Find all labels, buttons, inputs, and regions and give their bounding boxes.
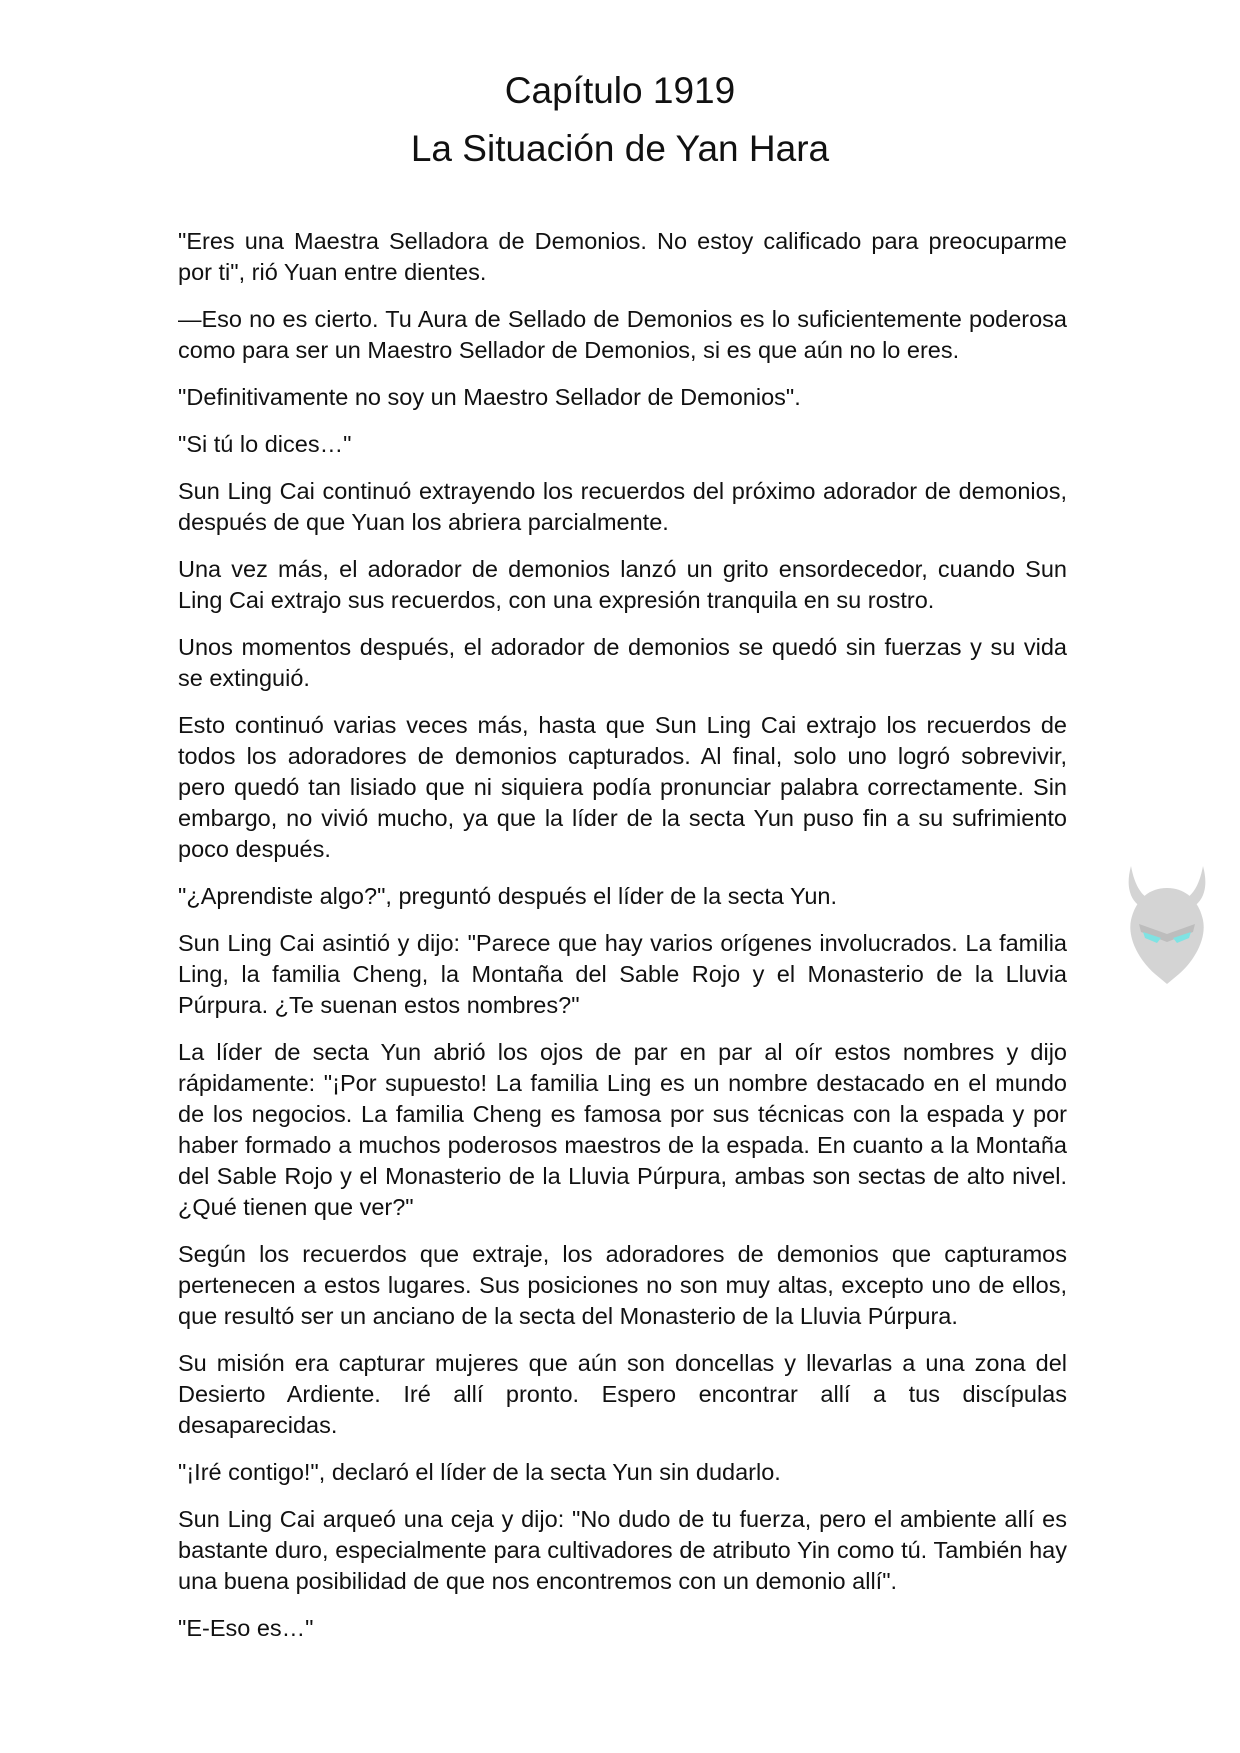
paragraph: Sun Ling Cai arqueó una ceja y dijo: "No dudo de tu fuerza, pero el ambiente allí es bastante duro, especialmente para cultivadores de atributo Yin como tú. También hay una buena posibilidad de que nos encontremos con un demonio allí".: [178, 1506, 1067, 1594]
paragraph: Sun Ling Cai asintió y dijo: "Parece que hay varios orígenes involucrados. La familia Ling, la familia Cheng, la Montaña del Sable Rojo y el Monasterio de la Lluvia Púrpura. ¿Te suenan estos nombres?": [178, 930, 1067, 1018]
paragraph: "¡Iré contigo!", declaró el líder de la secta Yun sin dudarlo.: [178, 1459, 781, 1485]
paragraph: "E-Eso es…": [178, 1615, 314, 1641]
paragraph: —Eso no es cierto. Tu Aura de Sellado de Demonios es lo suficientemente poderosa como para ser un Maestro Sellador de Demonios, si es que aún no lo eres.: [178, 306, 1067, 363]
paragraph: "Definitivamente no soy un Maestro Sellador de Demonios".: [178, 384, 801, 410]
paragraph: "Si tú lo dices…": [178, 431, 352, 457]
paragraph: Según los recuerdos que extraje, los adoradores de demonios que capturamos pertenecen a estos lugares. Sus posiciones no son muy altas, excepto uno de ellos, que resultó ser un anciano de la secta del Monasterio de la Lluvia Púrpura.: [178, 1241, 1067, 1329]
chapter-body: [178, 226, 1067, 1660]
demon-head-icon: [1117, 858, 1217, 988]
paragraph: "Eres una Maestra Selladora de Demonios. No estoy calificado para preocuparme por ti", rió Yuan entre dientes.: [178, 228, 1067, 285]
paragraph: Una vez más, el adorador de demonios lanzó un grito ensordecedor, cuando Sun Ling Cai extrajo sus recuerdos, con una expresión tranquila en su rostro.: [178, 556, 1067, 613]
chapter-number: Capítulo 1919: [504, 70, 736, 111]
paragraph: Unos momentos después, el adorador de demonios se quedó sin fuerzas y su vida se extinguió.: [178, 634, 1067, 691]
paragraph: La líder de secta Yun abrió los ojos de par en par al oír estos nombres y dijo rápidamente: "¡Por supuesto! La familia Ling es un nombre destacado en el mundo de los negocios. La familia Cheng es famosa por sus técnicas con la espada y por haber formado a muchos poderosos maestros de la espada. En cuanto a la Montaña del Sable Rojo y el Monasterio de la Lluvia Púrpura, ambas son sectas de alto nivel. ¿Qué tienen que ver?": [178, 1039, 1067, 1220]
chapter-title: La Situación de Yan Hara: [410, 128, 830, 169]
chapter-header: [0, 62, 1240, 178]
paragraph: Esto continuó varias veces más, hasta que Sun Ling Cai extrajo los recuerdos de todos los adoradores de demonios capturados. Al final, solo uno logró sobrevivir, pero quedó tan lisiado que ni siquiera podía pronunciar palabra correctamente. Sin embargo, no vivió mucho, ya que la líder de la secta Yun puso fin a su sufrimiento poco después.: [178, 712, 1067, 862]
paragraph: "¿Aprendiste algo?", preguntó después el líder de la secta Yun.: [178, 883, 838, 909]
paragraph: Sun Ling Cai continuó extrayendo los recuerdos del próximo adorador de demonios, después de que Yuan los abriera parcialmente.: [178, 478, 1067, 535]
paragraph: Su misión era capturar mujeres que aún son doncellas y llevarlas a una zona del Desierto Ardiente. Iré allí pronto. Espero encontrar allí a tus discípulas desaparecidas.: [178, 1350, 1067, 1438]
